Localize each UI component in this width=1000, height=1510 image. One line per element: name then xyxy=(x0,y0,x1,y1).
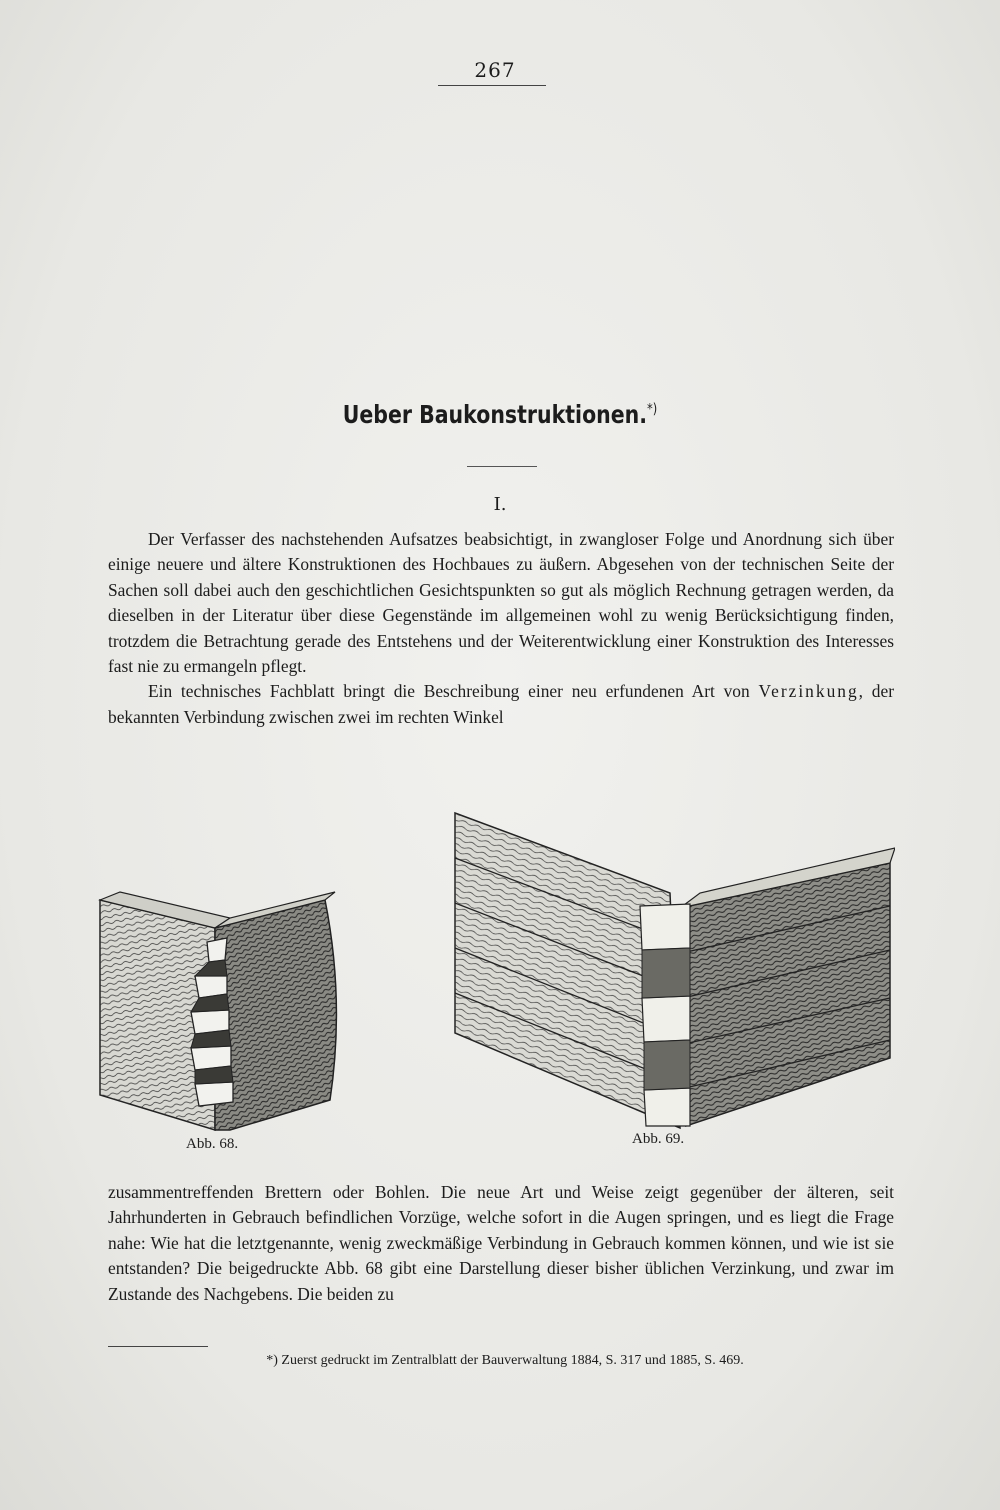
paragraph-continuation: zusammentreffenden Brettern oder Bohlen. Die neue Art und Weise zeigt gegenüber der älteren, seit Jahrhunderten in Gebrauch befindlichen Vorzüge, welche sofort in die Augen springen, und es liegt die Frage nahe: Wie hat die letztgenannte, wenig zweckmäßige Verbindung in Gebrauch kommen können, und wie ist sie entstanden? Die beigedruckte Abb. 68 gibt eine Darstellung dieser bisher üblichen Verzinkung, und zwar im Zustande des Nachgebens. Die beiden zu xyxy=(108,1182,894,1304)
section-number: I. xyxy=(493,494,507,515)
paragraph-verzinkung-after: , der bekannten Verbindung zwischen zwei im rechten Winkel xyxy=(108,681,894,727)
body-text-top xyxy=(108,527,894,730)
article-title xyxy=(90,400,910,429)
figure-68-caption: Abb. 68. xyxy=(186,1136,239,1152)
body-text-bottom xyxy=(108,1180,894,1307)
footnote-rule xyxy=(108,1346,208,1347)
paragraph-verzinkung-before: Ein technisches Fachblatt bringt die Beschreibung einer neu erfundenen Art von xyxy=(148,681,759,702)
paragraph-intro: Der Verfasser des nachstehenden Aufsatzes beabsichtigt, in zwangloser Folge und Anordnung sich über einige neuere und ältere Konstruktionen des Hochbaues zu äußern. Abgesehen von der technischen Seite der Sachen soll dabei auch den geschichtlichen Gesichtspunkten so gut als möglich Rechnung getragen werden, da dieselben in der Literatur über diese Gegenstände im allgemeinen wohl zu wenig Berücksichtigung finden, trotzdem die Betrachtung gerade des Entstehens und der Weiterentwicklung einer Konstruktion des Interesses fast nie zu ermangeln pflegt. xyxy=(108,529,894,677)
figure-68-drawing xyxy=(95,880,365,1135)
figure-69-caption: Abb. 69. xyxy=(632,1131,685,1147)
page-number: 267 xyxy=(474,58,516,82)
page-number-rule xyxy=(438,85,546,86)
title-footnote-mark: *) xyxy=(647,401,658,418)
article-title-text: Ueber Baukonstruktionen. xyxy=(342,400,648,429)
footnote: *) Zuerst gedruckt im Zentralblatt der Bauverwaltung 1884, S. 317 und 1885, S. 469. xyxy=(266,1353,744,1368)
title-rule xyxy=(467,466,537,467)
term-verzinkung: Verzinkung xyxy=(758,681,859,702)
figure-69-drawing xyxy=(450,808,895,1138)
paragraph-verzinkung xyxy=(108,679,894,730)
